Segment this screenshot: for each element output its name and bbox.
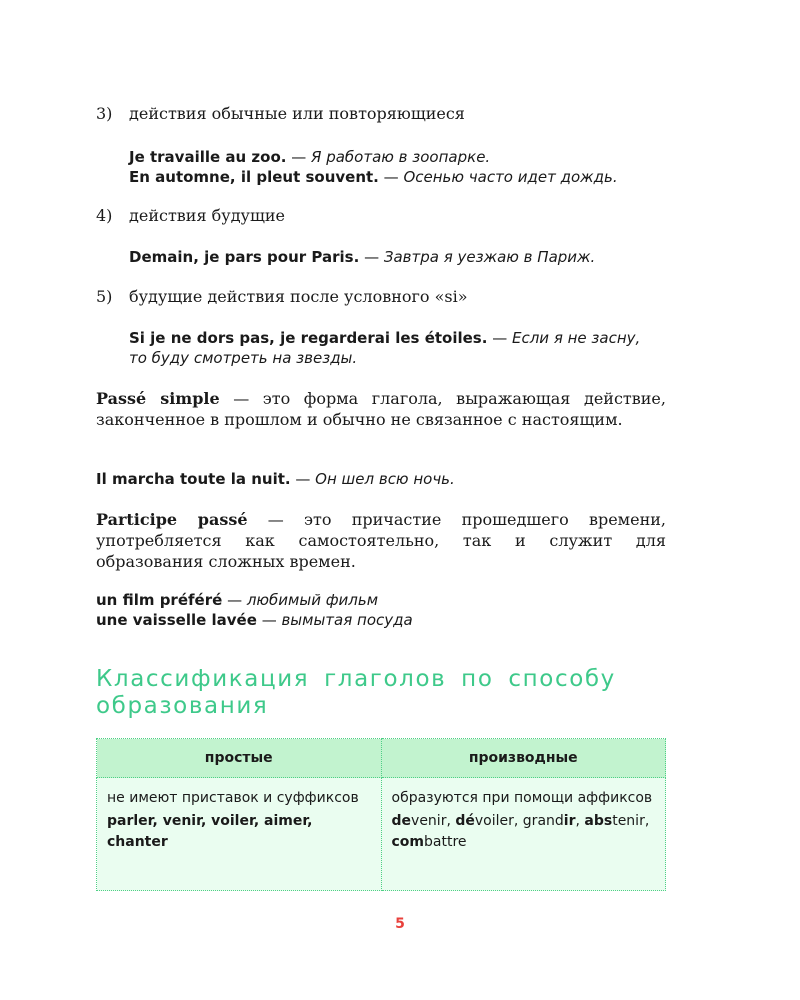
- stem: voiler: [474, 813, 514, 829]
- example-line: [129, 167, 618, 187]
- example-line: [129, 247, 595, 267]
- example-russian: Он шел всю ночь.: [315, 470, 455, 488]
- dash: —: [383, 168, 399, 186]
- example-russian: Осенью часто идет дождь.: [403, 168, 618, 186]
- list-number: 3): [96, 104, 113, 123]
- affix: dé: [455, 813, 475, 829]
- cell-description: не имеют приставок и суффиксов: [107, 790, 359, 806]
- definition-text: это причастие прошедшего времени, употребляется как самостоятельно, так и служит для образования сложных времен.: [96, 510, 667, 571]
- dash: —: [261, 611, 277, 629]
- stem: venir: [411, 813, 447, 829]
- page-number: 5: [395, 916, 405, 932]
- affix: com: [391, 834, 425, 850]
- example-line: [129, 348, 357, 368]
- column-header: производные: [381, 739, 666, 778]
- separator: ,: [513, 813, 523, 829]
- definition-text: это форма глагола, выражающая действие, законченное в прошлом и обычно не связанное с настоящим.: [96, 389, 666, 429]
- table-cell-simple: [97, 778, 382, 891]
- example-russian: Завтра я уезжаю в Париж.: [383, 248, 596, 266]
- dash: —: [492, 329, 508, 347]
- table-cell-derived: [381, 778, 666, 891]
- dash: —: [227, 591, 243, 609]
- dash: —: [267, 510, 284, 529]
- example-line: [96, 610, 413, 630]
- dash: —: [295, 470, 311, 488]
- list-item-text: действия будущие: [129, 206, 285, 225]
- example-french: un film préféré: [96, 591, 223, 609]
- example-line: [96, 469, 455, 489]
- section-heading: Классификация глаголов по способу образования: [96, 666, 616, 719]
- affix: ir: [563, 813, 576, 829]
- list-item-text: действия обычные или повторяющиеся: [129, 104, 465, 123]
- affix: de: [391, 813, 412, 829]
- separator: ,: [575, 813, 585, 829]
- table-header-row: [97, 739, 666, 778]
- example-russian: любимый фильм: [246, 591, 379, 609]
- cell-examples: [392, 811, 658, 853]
- stem: grand: [522, 813, 564, 829]
- example-french: Demain, je pars pour Paris.: [129, 248, 360, 266]
- example-russian: то буду смотреть на звезды.: [129, 349, 358, 367]
- example-french: Il marcha toute la nuit.: [96, 470, 291, 488]
- cell-examples: parler, venir, voiler, aimer, chanter: [107, 813, 313, 850]
- example-french: En automne, il pleut souvent.: [129, 168, 379, 186]
- example-french: Je travaille au zoo.: [129, 148, 287, 166]
- affix: abs: [584, 813, 613, 829]
- separator: ,: [446, 813, 456, 829]
- example-french: Si je ne dors pas, je regarderai les étoiles.: [129, 329, 488, 347]
- example-russian: Если я не засну,: [512, 329, 641, 347]
- example-line: [129, 328, 640, 348]
- column-header: простые: [97, 739, 382, 778]
- dash: —: [233, 389, 250, 408]
- stem: battre: [424, 834, 467, 850]
- term: Participe passé: [96, 510, 248, 529]
- definition-paragraph: [96, 388, 666, 430]
- stem: tenir: [612, 813, 645, 829]
- term: Passé simple: [96, 389, 220, 408]
- list-item-text: будущие действия после условного «si»: [129, 287, 468, 306]
- example-french: une vaisselle lavée: [96, 611, 257, 629]
- example-line: [129, 147, 490, 167]
- separator: ,: [644, 813, 650, 829]
- list-number: 4): [96, 206, 113, 225]
- dash: —: [291, 148, 307, 166]
- example-russian: Я работаю в зоопарке.: [311, 148, 491, 166]
- dash: —: [364, 248, 380, 266]
- example-russian: вымытая посуда: [281, 611, 413, 629]
- definition-paragraph: [96, 509, 666, 572]
- table-row: [97, 778, 666, 891]
- list-number: 5): [96, 287, 113, 306]
- example-line: [96, 590, 378, 610]
- classification-table: [96, 738, 666, 891]
- cell-description: образуются при помощи аффиксов: [391, 790, 653, 806]
